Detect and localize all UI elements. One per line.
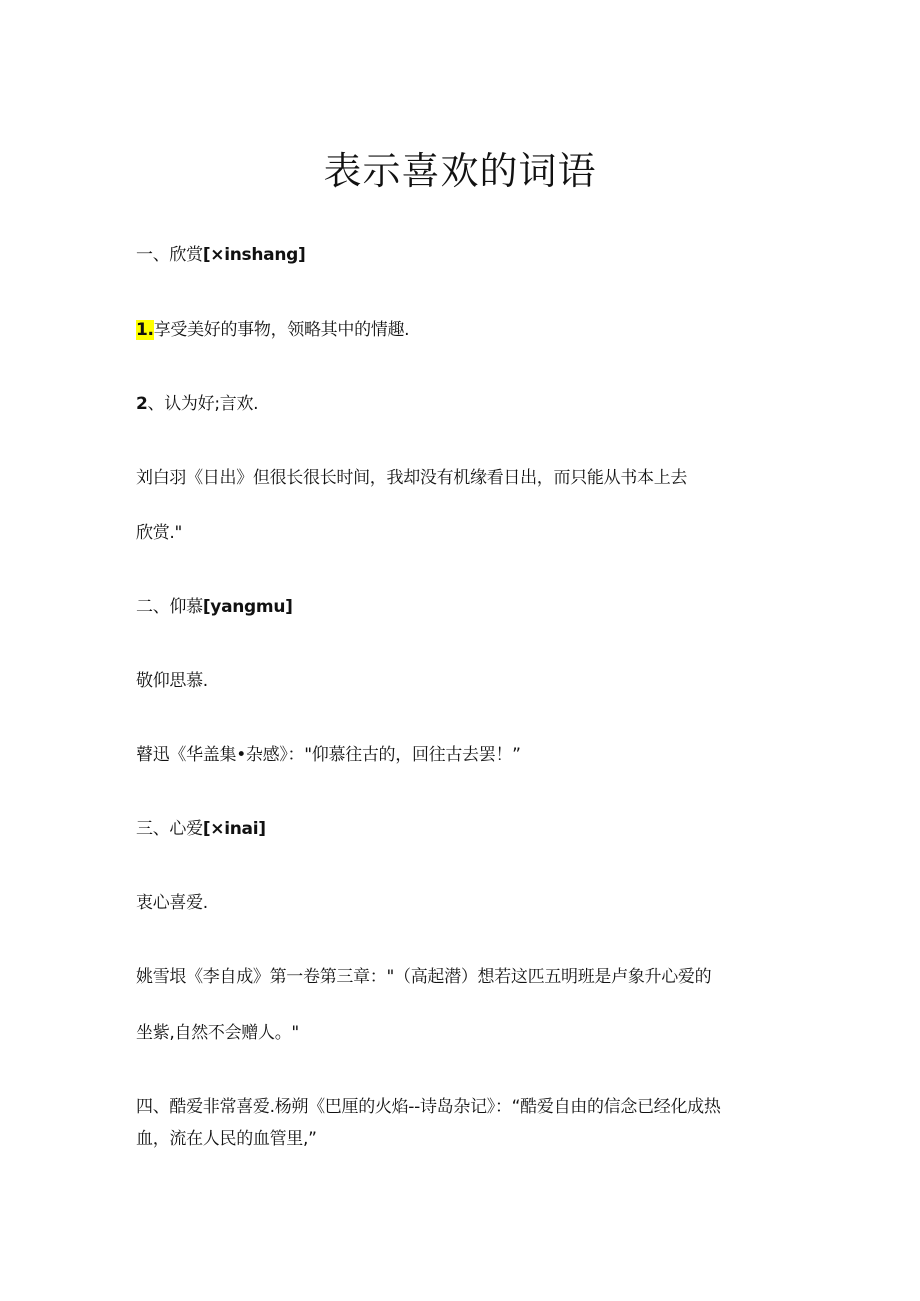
section-1-definition-2 [136,392,258,416]
section-3-heading [136,817,266,841]
section-2-quote: 瞽迅《华盖集•杂感》："仰慕往古的，回往古去罢！” [136,745,521,765]
definition-1-text: 享受美好的事物，领略其中的情趣. [153,320,410,340]
section-4-line-1: 四、酷爱非常喜爱.杨朔《巴厘的火焰--诗岛杂记》：“酷爱自由的信念已经化成热 [136,1097,721,1117]
section-1-heading-term: 一、欣赏 [136,245,203,265]
section-2-heading-pinyin: [yangmu] [202,597,293,617]
document-title: 表示喜欢的词语 [323,149,597,193]
section-1-heading [136,243,306,267]
highlighted-number: 1. [136,320,154,340]
section-3-definition: 衷心喜爱. [136,893,208,913]
definition-2-number: 2 [136,394,148,414]
section-1-definition-1 [136,318,409,342]
section-2-definition: 敬仰思慕. [136,671,208,691]
section-2-heading-term: 二、仰慕 [136,597,203,617]
section-1-quote-line-2: 欣赏." [136,523,183,543]
section-3-quote-line-1: 姚雪垠《李自成》第一卷第三章："（高起潜）想若这匹五明班是卢象升心爱的 [136,967,712,987]
section-1-heading-pinyin: [×inshang] [202,245,306,265]
section-3-heading-pinyin: [×inai] [202,819,266,839]
section-3-heading-term: 三、心爱 [136,819,203,839]
section-1-quote-line-1: 刘白羽《日出》但很长很长时间，我却没有机缘看日出，而只能从书本上去 [136,468,688,488]
section-4-line-2: 血，流在人民的血管里,” [136,1129,317,1149]
section-2-heading [136,595,293,619]
definition-2-text: 、认为好;言欢. [147,394,259,414]
section-3-quote-line-2: 坐紫,自然不会赠人。" [136,1023,299,1043]
